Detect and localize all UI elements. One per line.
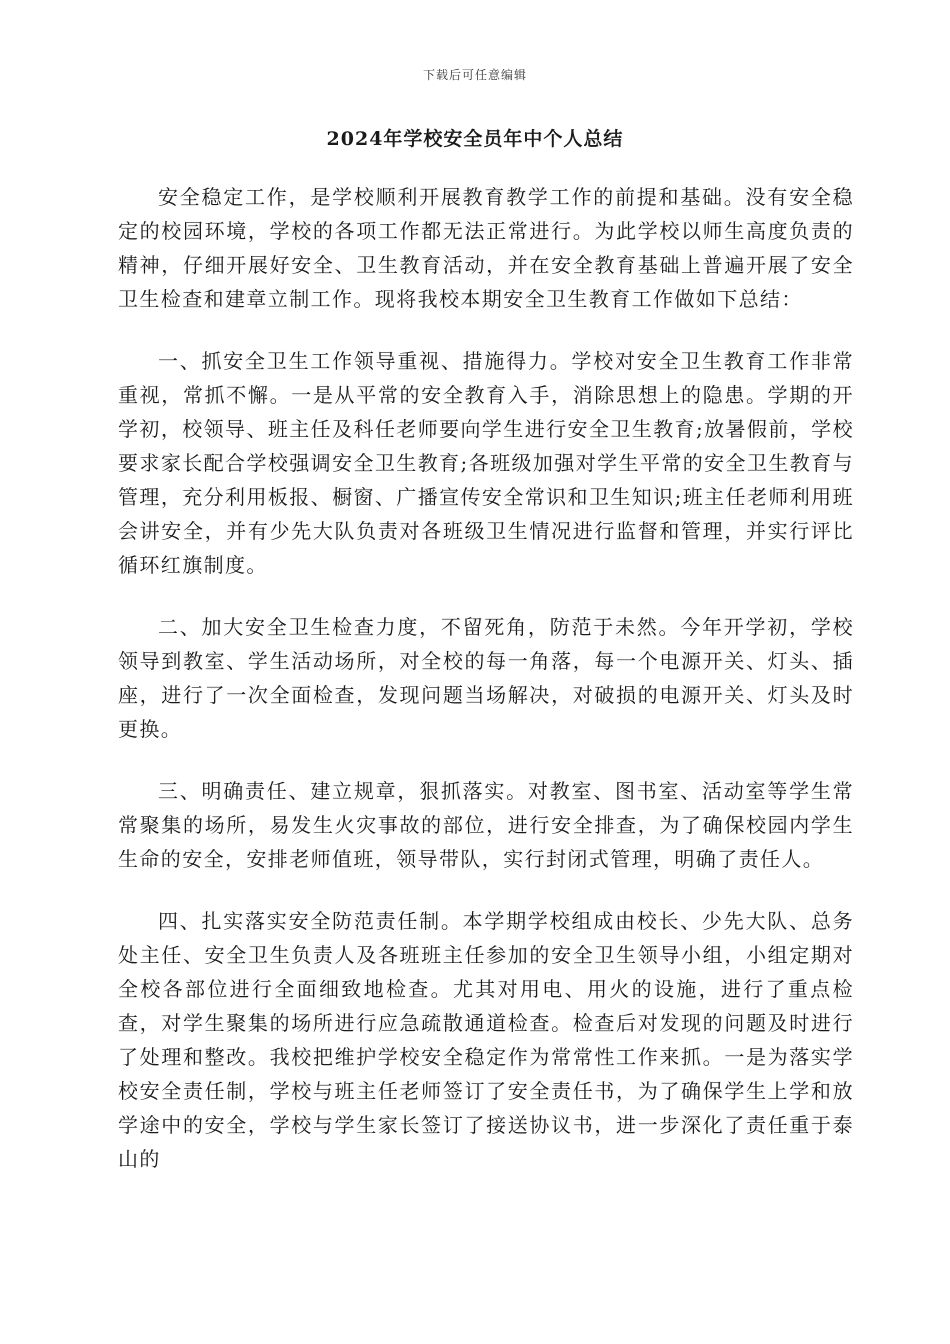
paragraph-section-2: 二、加大安全卫生检查力度，不留死角，防范于未然。今年开学初，学校领导到教室、学生活动场所，对全校的每一角落，每一个电源开关、灯头、插座，进行了一次全面检查，发现问题当场解决，对破损的电源开关、灯头及时更换。 xyxy=(118,615,854,741)
header-note: 下载后可任意编辑 xyxy=(422,68,527,82)
paragraph-intro: 安全稳定工作，是学校顺利开展教育教学工作的前提和基础。没有安全稳定的校园环境，学校的各项工作都无法正常进行。为此学校以师生高度负责的精神，仔细开展好安全、卫生教育活动，并在安全教育基础上普遍开展了安全卫生检查和建章立制工作。现将我校本期安全卫生教育工作做如下总结： xyxy=(118,185,854,311)
paragraph-section-4: 四、扎实落实安全防范责任制。本学期学校组成由校长、少先大队、总务处主任、安全卫生负责人及各班班主任参加的安全卫生领导小组，小组定期对全校各部位进行全面细致地检查。尤其对用电、用火的设施，进行了重点检查，对学生聚集的场所进行应急疏散通道检查。检查后对发现的问题及时进行了处理和整改。我校把维护学校安全稳定作为常常性工作来抓。一是为落实学校安全责任制，学校与班主任老师签订了安全责任书，为了确保学生上学和放学途中的安全，学校与学生家长签订了接送协议书，进一步深化了责任重于泰山的 xyxy=(118,909,854,1171)
paragraph-section-3: 三、明确责任、建立规章，狠抓落实。对教室、图书室、活动室等学生常常聚集的场所，易发生火灾事故的部位，进行安全排查，为了确保校园内学生生命的安全，安排老师值班，领导带队，实行封闭式管理，明确了责任人。 xyxy=(118,779,854,871)
paragraph-section-1: 一、抓安全卫生工作领导重视、措施得力。学校对安全卫生教育工作非常重视，常抓不懈。一是从平常的安全教育入手，消除思想上的隐患。学期的开学初，校领导、班主任及科任老师要向学生进行安全卫生教育;放暑假前，学校要求家长配合学校强调安全卫生教育;各班级加强对学生平常的安全卫生教育与管理，充分利用板报、橱窗、广播宣传安全常识和卫生知识;班主任老师利用班会讲安全，并有少先大队负责对各班级卫生情况进行监督和管理，并实行评比循环红旗制度。 xyxy=(118,349,854,577)
document-title: 2024年学校安全员年中个人总结 xyxy=(326,128,624,150)
document-body xyxy=(118,180,854,1204)
